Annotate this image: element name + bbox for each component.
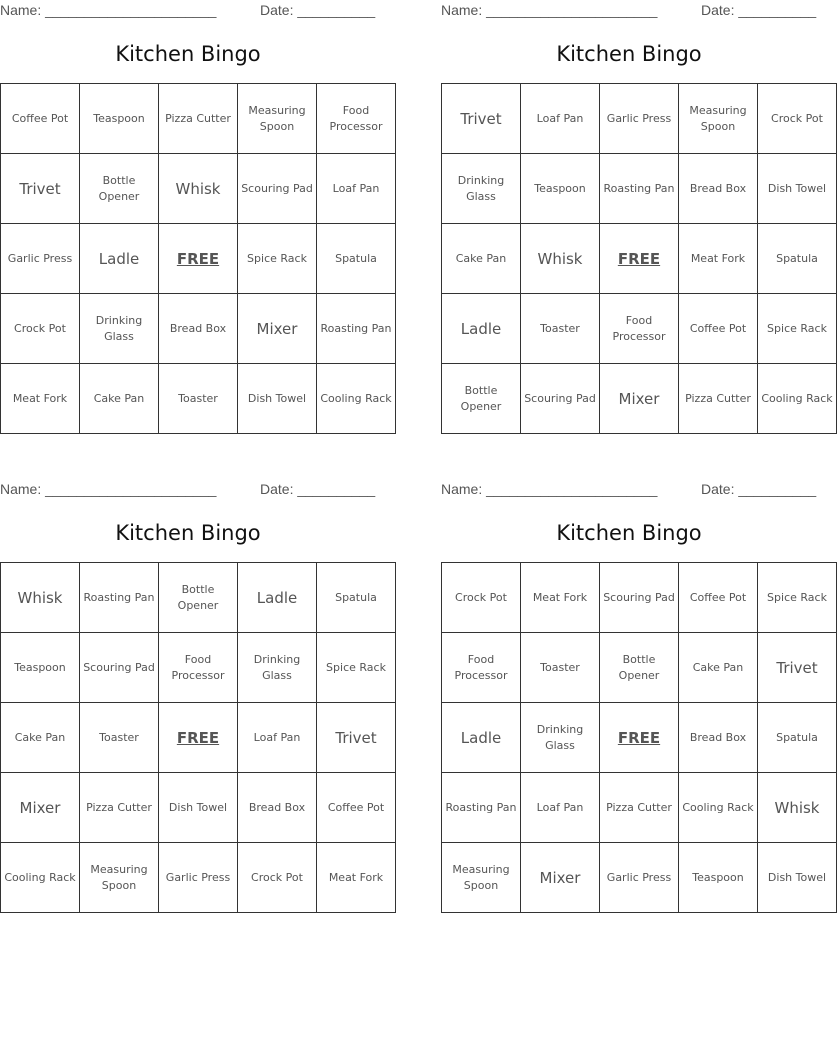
grid-row [1,563,396,633]
bingo-cell[interactable]: Mixer [521,843,600,913]
grid-row [442,224,837,294]
bingo-cell[interactable]: Coffee Pot [679,563,758,633]
bingo-card [441,0,833,413]
bingo-cell[interactable]: Spatula [317,563,396,633]
bingo-cell[interactable]: Pizza Cutter [679,364,758,434]
bingo-cell[interactable]: Teaspoon [679,843,758,913]
bingo-cell[interactable]: Measuring Spoon [442,843,521,913]
bingo-cell[interactable]: Trivet [1,154,80,224]
bingo-cell[interactable]: Crock Pot [442,563,521,633]
name-field[interactable]: Name: ______________________ [441,2,658,18]
bingo-grid [0,562,396,913]
bingo-cell[interactable]: Measuring Spoon [679,84,758,154]
grid-row [1,633,396,703]
grid-row [1,294,396,364]
bingo-cell[interactable]: Roasting Pan [317,294,396,364]
bingo-cell[interactable]: Ladle [442,294,521,364]
bingo-cell[interactable]: Teaspoon [1,633,80,703]
bingo-cell[interactable]: Loaf Pan [317,154,396,224]
bingo-cell[interactable]: Ladle [442,703,521,773]
name-field[interactable]: Name: ______________________ [441,481,658,497]
bingo-cell[interactable]: Meat Fork [1,364,80,434]
bingo-cell[interactable]: Scouring Pad [80,633,159,703]
bingo-cell[interactable]: Scouring Pad [600,563,679,633]
date-field[interactable]: Date: __________ [701,2,817,18]
bingo-cell[interactable]: Food Processor [159,633,238,703]
grid-row [442,633,837,703]
bingo-cell[interactable]: Bottle Opener [600,633,679,703]
bingo-cell[interactable]: Trivet [758,633,837,703]
grid-row [442,294,837,364]
bingo-cell[interactable]: Meat Fork [521,563,600,633]
grid-row [1,703,396,773]
bingo-cell[interactable]: Toaster [80,703,159,773]
bingo-cell[interactable]: Food Processor [600,294,679,364]
grid-row [1,154,396,224]
bingo-cell[interactable]: Bread Box [238,773,317,843]
bingo-cell[interactable]: Cooling Rack [1,843,80,913]
bingo-cell[interactable]: Spice Rack [758,294,837,364]
bingo-grid [441,83,837,434]
card-title: Kitchen Bingo [115,42,261,66]
bingo-cell[interactable]: Whisk [521,224,600,294]
bingo-cell[interactable]: Cake Pan [1,703,80,773]
bingo-cell[interactable]: Mixer [1,773,80,843]
bingo-cell[interactable]: Bottle Opener [442,364,521,434]
bingo-cell[interactable]: Bread Box [159,294,238,364]
grid-row [1,773,396,843]
bingo-cell[interactable]: Measuring Spoon [80,843,159,913]
bingo-cell[interactable]: Cooling Rack [758,364,837,434]
bingo-cell[interactable]: Teaspoon [80,84,159,154]
bingo-cell[interactable]: Ladle [80,224,159,294]
bingo-cell[interactable]: Bottle Opener [159,563,238,633]
bingo-cell[interactable]: Cooling Rack [679,773,758,843]
grid-row [442,843,837,913]
bingo-cell[interactable]: Drinking Glass [442,154,521,224]
bingo-cell[interactable]: Coffee Pot [317,773,396,843]
card-title: Kitchen Bingo [556,42,702,66]
bingo-cell[interactable]: Dish Towel [238,364,317,434]
free-space[interactable]: FREE [159,703,238,773]
bingo-cell[interactable]: Scouring Pad [238,154,317,224]
date-field[interactable]: Date: __________ [260,2,376,18]
bingo-cell[interactable]: Trivet [317,703,396,773]
grid-row [442,364,837,434]
bingo-cell[interactable]: Coffee Pot [1,84,80,154]
date-field[interactable]: Date: __________ [260,481,376,497]
bingo-cell[interactable]: Cake Pan [679,633,758,703]
grid-row [1,364,396,434]
bingo-cell[interactable]: Spice Rack [238,224,317,294]
bingo-cell[interactable]: Toaster [521,294,600,364]
bingo-cell[interactable]: Roasting Pan [442,773,521,843]
free-space[interactable]: FREE [159,224,238,294]
name-field[interactable]: Name: ______________________ [0,481,217,497]
bingo-cell[interactable]: Garlic Press [600,843,679,913]
bingo-cell[interactable]: Garlic Press [1,224,80,294]
grid-row [442,563,837,633]
name-field[interactable]: Name: ______________________ [0,2,217,18]
bingo-cell[interactable]: Whisk [159,154,238,224]
bingo-cell[interactable]: Garlic Press [600,84,679,154]
bingo-cell[interactable]: Measuring Spoon [238,84,317,154]
bingo-cell[interactable]: Dish Towel [758,154,837,224]
bingo-cell[interactable]: Spice Rack [317,633,396,703]
bingo-cell[interactable]: Meat Fork [317,843,396,913]
bingo-cell[interactable]: Bread Box [679,154,758,224]
grid-row [442,703,837,773]
bingo-cell[interactable]: Spatula [758,224,837,294]
grid-row [442,154,837,224]
bingo-cell[interactable]: Crock Pot [758,84,837,154]
bingo-cell[interactable]: Whisk [758,773,837,843]
bingo-cell[interactable]: Toaster [521,633,600,703]
bingo-cell[interactable]: Trivet [442,84,521,154]
bingo-cell[interactable]: Bread Box [679,703,758,773]
bingo-cell[interactable]: Crock Pot [238,843,317,913]
bingo-cell[interactable]: Pizza Cutter [600,773,679,843]
bingo-cell[interactable]: Mixer [238,294,317,364]
bingo-cell[interactable]: Ladle [238,563,317,633]
bingo-cell[interactable]: Whisk [1,563,80,633]
bingo-cell[interactable]: Cooling Rack [317,364,396,434]
bingo-cell[interactable]: Crock Pot [1,294,80,364]
bingo-cell[interactable]: Roasting Pan [600,154,679,224]
card-header [441,479,817,503]
grid-row [1,224,396,294]
bingo-card [441,479,827,892]
bingo-cell[interactable]: Spatula [317,224,396,294]
bingo-cell[interactable]: Scouring Pad [521,364,600,434]
bingo-grid [0,83,396,434]
bingo-cell[interactable]: Meat Fork [679,224,758,294]
card-header [0,479,376,503]
bingo-card [0,0,392,405]
bingo-cell[interactable]: Loaf Pan [521,84,600,154]
card-title: Kitchen Bingo [556,521,702,545]
bingo-cell[interactable]: Pizza Cutter [80,773,159,843]
free-space[interactable]: FREE [600,703,679,773]
bingo-cell[interactable]: Bottle Opener [80,154,159,224]
bingo-cell[interactable]: Drinking Glass [238,633,317,703]
bingo-cell[interactable]: Teaspoon [521,154,600,224]
bingo-cell[interactable]: Dish Towel [159,773,238,843]
date-field[interactable]: Date: __________ [701,481,817,497]
card-header [0,0,376,24]
bingo-cell[interactable]: Food Processor [442,633,521,703]
bingo-cell[interactable]: Cake Pan [442,224,521,294]
bingo-cell[interactable]: Spatula [758,703,837,773]
bingo-cell[interactable]: Pizza Cutter [159,84,238,154]
bingo-cell[interactable]: Cake Pan [80,364,159,434]
bingo-cell[interactable]: Food Processor [317,84,396,154]
grid-row [442,84,837,154]
grid-row [1,843,396,913]
bingo-cell[interactable]: Roasting Pan [80,563,159,633]
bingo-cell[interactable]: Mixer [600,364,679,434]
bingo-cell[interactable]: Spice Rack [758,563,837,633]
bingo-cell[interactable]: Garlic Press [159,843,238,913]
grid-row [442,773,837,843]
card-header [441,0,817,24]
bingo-cell[interactable]: Coffee Pot [679,294,758,364]
free-space[interactable]: FREE [600,224,679,294]
bingo-grid [441,562,837,913]
bingo-cell[interactable]: Dish Towel [758,843,837,913]
card-title: Kitchen Bingo [115,521,261,545]
bingo-cell[interactable]: Loaf Pan [521,773,600,843]
bingo-cell[interactable]: Drinking Glass [80,294,159,364]
bingo-card [0,479,386,892]
bingo-cell[interactable]: Loaf Pan [238,703,317,773]
bingo-cell[interactable]: Drinking Glass [521,703,600,773]
bingo-cell[interactable]: Toaster [159,364,238,434]
grid-row [1,84,396,154]
